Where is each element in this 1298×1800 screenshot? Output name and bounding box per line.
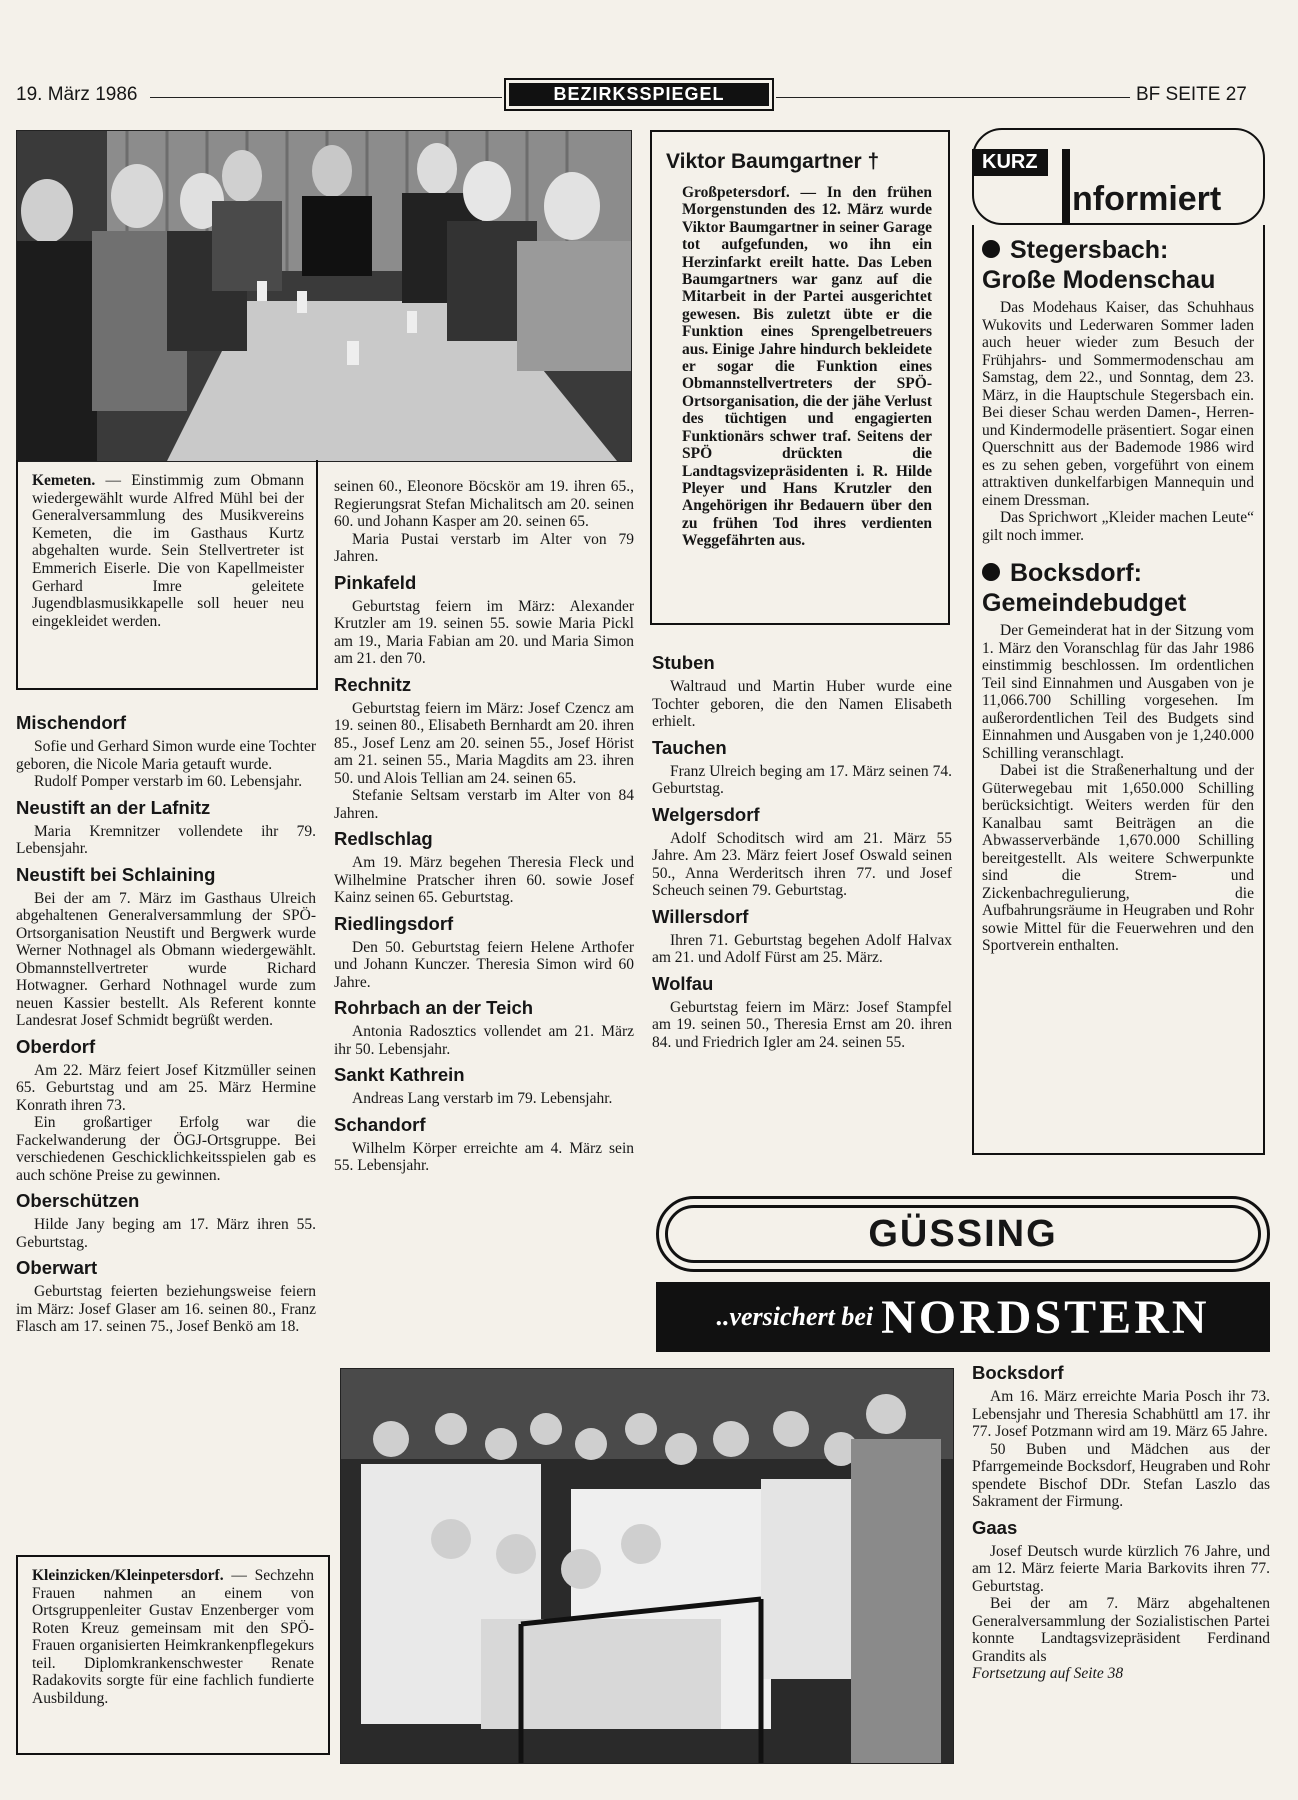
issue-date: 19. März 1986 xyxy=(16,84,138,105)
kemeten-photo xyxy=(16,130,632,462)
heading-welgersdorf: Welgersdorf xyxy=(652,803,760,825)
heading-oberdorf: Oberdorf xyxy=(16,1035,96,1057)
kleinzicken-box xyxy=(16,1555,330,1755)
heading-schandorf: Schandorf xyxy=(334,1113,426,1135)
article-text: Geburtstag feiern im März: Alexander Krutzler am 19. seinen 55. sowie Maria Pickl am 19., Maria Fabian am 20. und Maria Simon am 21. den 70. xyxy=(334,597,634,667)
heading-gaas: Gaas xyxy=(972,1516,1018,1538)
kemeten-lead: Kemeten. xyxy=(32,472,96,489)
kemeten-photo-image xyxy=(17,131,631,461)
heading-neustift-lafnitz: Neustift an der Lafnitz xyxy=(16,796,211,818)
heading-wolfau: Wolfau xyxy=(652,972,714,994)
stegersbach-heading xyxy=(982,235,1254,265)
article-text: Maria Pustai verstarb im Alter von 79 Jahren. xyxy=(334,530,634,565)
article-text: Das Sprichwort „Kleider machen Leute“ gilt noch immer. xyxy=(982,509,1254,544)
article-text: Den 50. Geburtstag feiern Helene Arthofer und Johann Kunczer. Theresia Simon wird 60 Jahre. xyxy=(334,938,634,991)
article-text: Am 16. März erreichte Maria Posch ihr 73. Lebensjahr und Theresia Schabhüttl am 17. ihr 77. Josef Potzmann wird am 19. März 65 Jahre. xyxy=(972,1388,1270,1440)
kurz-tag: KURZ xyxy=(972,149,1048,176)
bocksdorf-heading-1: Bocksdorf: xyxy=(1010,559,1142,587)
article-text: Josef Deutsch wurde kürzlich 76 Jahre, und am 12. März feierte Maria Barkovits ihren 77. Geburtstag. xyxy=(972,1542,1270,1595)
article-text: Waltraud und Martin Huber wurde eine Tochter geboren, die den Namen Elisabeth erhielt. xyxy=(652,678,952,730)
section-title: BEZIRKSSPIEGEL xyxy=(509,83,769,106)
article-text: Geburtstag feiern im März: Josef Stampfel am 19. seinen 50., Theresia Ernst am 20. ihren 84. und Friedrich Igler am 24. seinen 55. xyxy=(652,998,952,1051)
obituary-title: Viktor Baumgartner † xyxy=(666,150,880,173)
article-text: Franz Ulreich beging am 17. März seinen 74. Geburtstag. xyxy=(652,762,952,797)
article-text: Bei der am 7. März abgehaltenen Generalversammlung der Sozialistischen Partei konnte Landtagsvizepräsident Ferdinand Grandits als xyxy=(972,1595,1270,1665)
bocksdorf-heading-2: Gemeindebudget xyxy=(982,589,1187,617)
article-text: Maria Kremnitzer vollendete ihr 79. Lebensjahr. xyxy=(16,822,316,857)
article-text: Sofie und Gerhard Simon wurde eine Tochter geboren, die Nicole Maria getauft wurde. xyxy=(16,738,316,773)
kemeten-body: — Einstimmig zum Obmann wiedergewählt wurde Alfred Mühl bei der Generalversammlung des Musikvereins Kemeten, die im Gasthaus Kurtz abgehalten wurde. Sein Stellvertreter ist Emmerich Eiserle. Die von Kapellmeister Gerhard Imre geleitete Jugendblasmusikkapelle soll heuer neu eingekleidet werden. xyxy=(32,472,305,630)
continuation-note: Fortsetzung auf Seite 38 xyxy=(972,1665,1124,1682)
obituary-box xyxy=(650,130,950,625)
article-text: Andreas Lang verstarb im 79. Lebensjahr. xyxy=(352,1090,613,1107)
stegersbach-heading-1: Stegersbach: xyxy=(1010,236,1169,264)
article-text: Wilhelm Körper erreichte am 4. März sein 55. Lebensjahr. xyxy=(334,1139,634,1174)
article-text: Rudolf Pomper verstarb im 60. Lebensjahr. xyxy=(34,773,303,790)
heading-willersdorf: Willersdorf xyxy=(652,905,749,927)
article-text: Am 22. März feiert Josef Kitzmüller seinen 65. Geburtstag und am 25. März Hermine Konrath ihren 73. xyxy=(16,1061,316,1114)
nordstern-slogan: ..versichert bei xyxy=(716,1302,874,1331)
heading-riedlingsdorf: Riedlingsdorf xyxy=(334,912,454,934)
kurz-i-stem xyxy=(1062,149,1070,225)
heading-mischendorf: Mischendorf xyxy=(16,712,126,733)
article-text: seinen 60., Eleonore Böcskör am 19. ihren 65., Regierungsrat Stefan Michalitsch am 20. seinen 60. und Johann Kasper am 20. seinen 65. xyxy=(334,478,634,530)
kemeten-caption-box xyxy=(16,460,318,690)
article-text: Bei der am 7. März im Gasthaus Ulreich abgehaltenen Generalversammlung der SPÖ-Ortsorganisation Neustift und Bergwerk wurde Werner Nothnagel als Obmann wiedergewählt. Obmannstellvertreter wurde Richard Hotwagner. Gerhard Nothnagel wurde zum neuen Kassier bestellt. Als Referent konnte Landesrat Josef Schmidt begrüßt werden. xyxy=(16,889,316,1029)
women-group-photo xyxy=(340,1368,954,1764)
article-text: 50 Buben und Mädchen aus der Pfarrgemeinde Bocksdorf, Heugraben und Rohr spendete Bischof DDr. Stefan Laszlo das Sakrament der Firmung. xyxy=(972,1440,1270,1510)
column-4 xyxy=(972,1362,1270,1683)
article-text: Hilde Jany beging am 17. März ihren 55. Geburtstag. xyxy=(16,1216,316,1251)
article-text: Ein großartiger Erfolg war die Fackelwanderung der ÖGJ-Ortsgruppe. Bei verschiedenen Geschicklichkeitsspielen gab es auch schöne Preise zu gewinnen. xyxy=(16,1114,316,1184)
page-number: BF SEITE 27 xyxy=(1136,84,1247,105)
obituary-text: Großpetersdorf. — In den frühen Morgenstunden des 12. März wurde Viktor Baumgartner in seiner Garage tot aufgefunden, wo ihn ein Herzinfarkt ereilt hatte. Das Leben Baumgartners war ganz auf die Mitarbeit in der Partei ausgerichtet gewesen. Bis zuletzt übte er die Funktion eines Sprengelbetreuers aus. Einige Jahre hindurch bekleidete er sogar die Funktion eines Obmannstellvertreters der SPÖ-Ortsorganisation, die der jähe Verlust des tüchtigen und engagierten Funktionärs schwer traf. Seitens der SPÖ drückten die Landtagsvizepräsidenten i. R. Hilde Pleyer und Hans Krutzler den Angehörigen ihr Bedauern über den zu frühen Tod ihres verdienten Weggefährten aus. xyxy=(682,184,932,550)
column-2 xyxy=(334,478,634,1175)
nordstern-ad xyxy=(656,1282,1270,1352)
kleinzicken-lead: Kleinzicken/Kleinpetersdorf. xyxy=(32,1567,224,1584)
article-text: Ihren 71. Geburtstag begehen Adolf Halvax am 21. und Adolf Fürst am 25. März. xyxy=(652,931,952,966)
article-text: Dabei ist die Straßenerhaltung und der Güterwegebau mit 1,650.000 Schilling berücksichtigt. Weiters werden für den Kanalbau samt Beiträgen an die Abwasserverbände 1,670.000 Schilling bereitgestellt. Als weitere Schwerpunkte sind die Strem- und Zickenbachregulierung, die Aufbahrungsräume in Heugraben und Rohr sowie Mittel für die Feuerwehren und den Sportverein enthalten. xyxy=(982,762,1254,954)
article-text: Das Modehaus Kaiser, das Schuhhaus Wukovits und Lederwaren Sommer laden auch heuer wieder zum Besuch der Frühjahrs- und Sommermodenschau am Samstag, dem 22., und Sonntag, dem 23. März, in die Hauptschule Stegersbach ein. Bei dieser Schau werden Damen-, Herren- und Kindermodelle präsentiert. Sogar einen Querschnitt aus der Bademode 1986 wird es zu sehen geben, vorgeführt von einem attraktiven dunkelfarbigen Mannequin und einem Dressman. xyxy=(982,299,1254,509)
kleinzicken-text xyxy=(32,1567,314,1707)
women-group-photo-image xyxy=(341,1369,953,1763)
article-text: Antonia Radosztics vollendet am 21. März ihr 50. Lebensjahr. xyxy=(334,1023,634,1058)
heading-rohrbach: Rohrbach an der Teich xyxy=(334,997,534,1018)
column-1 xyxy=(16,712,316,1336)
heading-rechnitz: Rechnitz xyxy=(334,673,412,695)
heading-tauchen: Tauchen xyxy=(652,736,727,758)
article-text: Stefanie Seltsam verstarb im Alter von 84 Jahren. xyxy=(334,787,634,822)
kemeten-caption xyxy=(32,472,304,630)
header-rule-left xyxy=(150,97,502,98)
heading-oberschuetzen: Oberschützen xyxy=(16,1190,140,1211)
bullet-icon xyxy=(982,240,1000,258)
guessing-banner xyxy=(656,1196,1270,1272)
heading-stuben: Stuben xyxy=(652,652,715,673)
heading-oberwart: Oberwart xyxy=(16,1257,98,1278)
guessing-title: GÜSSING xyxy=(665,1205,1261,1263)
kleinzicken-body: — Sechzehn Frauen nahmen an einem von Ortsgruppenleiter Gustav Enzenberger vom Roten Kreuz gemeinsam mit den SPÖ-Frauen organisierten Heimkrankenpflegekurs teil. Diplomkrankenschwester Renate Radakovits sorgte für eine fachlich fundierte Ausbildung. xyxy=(32,1567,314,1707)
kurz-informiert-title: nformiert xyxy=(1072,180,1222,218)
heading-pinkafeld: Pinkafeld xyxy=(334,571,417,593)
stegersbach-heading-2: Große Modenschau xyxy=(982,266,1216,294)
article-text: Der Gemeinderat hat in der Sitzung vom 1. März den Voranschlag für das Jahr 1986 einstimmig beschlossen. Im ordentlichen Teil sind Einnahmen und Ausgaben von je 11,066.700 Schilling vorgesehen. Im außerordentlichen Teil des Budgets sind Einnahmen und Ausgaben von je 1,240.000 Schilling veranschlagt. xyxy=(982,622,1254,762)
kurz-informiert-box xyxy=(972,225,1265,1155)
section-masthead xyxy=(504,78,774,111)
heading-sankt-kathrein: Sankt Kathrein xyxy=(334,1064,465,1085)
article-text: Am 19. März begehen Theresia Fleck und Wilhelmine Pratscher ihren 60. sowie Josef Kainz seinen 65. Geburtstag. xyxy=(334,854,634,906)
header-rule-right xyxy=(776,97,1130,98)
nordstern-brand: NORDSTERN xyxy=(881,1290,1210,1344)
heading-redlschlag: Redlschlag xyxy=(334,828,433,849)
bocksdorf-heading xyxy=(982,558,1254,588)
heading-bocksdorf: Bocksdorf xyxy=(972,1362,1064,1383)
heading-neustift-schlaining: Neustift bei Schlaining xyxy=(16,863,216,885)
article-text: Geburtstag feierten beziehungsweise feiern im März: Josef Glaser am 16. seinen 80., Franz Flasch am 17. seinen 75., Josef Benkö am 18. xyxy=(16,1283,316,1335)
article-text: Adolf Schoditsch wird am 21. März 55 Jahre. Am 23. März feiert Josef Oswald seinen 50., Anna Werderitsch ihren 77. und Josef Scheuch seinen 79. Geburtstag. xyxy=(652,829,952,899)
column-3 xyxy=(652,652,952,1051)
bullet-icon xyxy=(982,563,1000,581)
article-text: Geburtstag feiern im März: Josef Czencz am 19. seinen 80., Elisabeth Bernhardt am 20. ihren 85., Josef Lenz am 20. seinen 55., Josef Hörist am 21. seinen 55., Maria Magdits am 23. ihren 50. und Alois Tellian am 24. seinen 65. xyxy=(334,699,634,787)
